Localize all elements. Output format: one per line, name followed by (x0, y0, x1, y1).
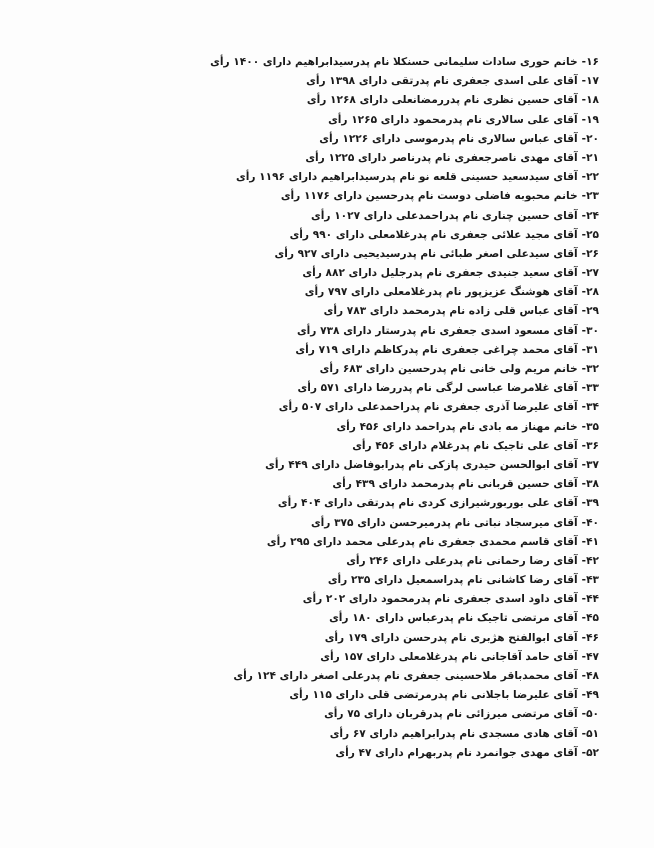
item-number: ۴۴- (581, 593, 599, 606)
item-number: ۳۵- (581, 420, 599, 433)
item-number: ۳۹- (581, 497, 599, 510)
item-text: خانم حوری سادات سلیمانی حسنکلا نام پدرسیدابراهیم دارای ۱۴۰۰ رأی (210, 56, 578, 68)
list-item (199, 494, 599, 513)
list-item (199, 111, 599, 130)
list-item (199, 418, 599, 437)
item-number: ۴۹- (581, 689, 599, 702)
list-item (199, 360, 599, 379)
item-text: آقای میرسجاد نباتی نام پدرمیرحسن دارای ۳۷۵ رأی (310, 516, 578, 529)
list-item (199, 725, 599, 744)
item-text: آقای مهدی جوانمرد نام پدربهرام دارای ۴۷ رأی (335, 746, 578, 759)
item-text: آقای هوشنگ عزیزپور نام پدرغلامعلی دارای ۷۹۷ رأی (304, 286, 578, 299)
list-item (199, 207, 599, 226)
item-text: آقای رضا رحمانی نام پدرعلی دارای ۲۴۶ رأی (346, 554, 578, 567)
item-text: آقای مجید علائی جعفری نام پدرغلامعلی دارای ۹۹۰ رأی (289, 228, 578, 241)
item-number: ۲۰- (581, 132, 599, 145)
list-item (199, 245, 599, 264)
list-item (199, 667, 599, 686)
item-number: ۱۹- (581, 113, 599, 126)
item-text: آقای محمد چراغی جعفری نام پدرکاظم دارای ۷۱۹ رأی (295, 343, 578, 356)
item-number: ۴۱- (581, 535, 599, 548)
item-text: آقای مرتضی میرزائی نام پدرقربان دارای ۷۵ رأی (324, 708, 578, 721)
list-item (199, 744, 599, 763)
item-number: ۲۵- (581, 228, 599, 241)
item-text: آقای سعید جنیدی جعفری نام پدرجلیل دارای ۸۸۲ رأی (302, 267, 578, 280)
list-item (199, 475, 599, 494)
item-text: آقای غلامرضا عباسی لرگی نام پدررضا دارای ۵۷۱ رأی (297, 382, 578, 395)
item-number: ۴۳- (581, 574, 599, 587)
item-number: ۳۸- (581, 478, 599, 491)
item-number: ۵۰- (581, 708, 599, 721)
item-text: آقای مهدی ناصرجعفری نام پدرناصر دارای ۱۲۲۵ رأی (305, 151, 578, 164)
item-number: ۳۶- (581, 439, 599, 452)
item-number: ۱۷- (581, 75, 599, 88)
list-item (199, 283, 599, 302)
item-text: خانم محبوبه فاضلی دوست نام پدرحسین دارای ۱۱۷۶ رأی (280, 190, 578, 203)
item-text: آقای مسعود اسدی جعفری نام پدرستار دارای ۷۳۸ رأی (296, 324, 578, 337)
list-item (199, 130, 599, 149)
item-text: آقای علی سالاری نام پدرمحمود دارای ۱۲۶۵ رأی (328, 113, 578, 126)
list-item (199, 91, 599, 110)
item-text: آقای قاسم محمدی جعفری نام پدرعلی محمد دارای ۲۹۵ رأی (266, 535, 578, 548)
item-number: ۴۶- (581, 631, 599, 644)
list-item (199, 552, 599, 571)
item-number: ۳۰- (581, 324, 599, 337)
list-item (199, 398, 599, 417)
item-number: ۴۲- (581, 554, 599, 567)
item-text: آقای سیدعلی اصغر طبائی نام پدرسیدیحیی دارای ۹۲۷ رأی (274, 247, 578, 260)
item-text: آقای حامد آقاجانی نام پدرغلامعلی دارای ۱۵۷ رأی (320, 650, 578, 663)
list-item (199, 264, 599, 283)
item-number: ۲۷- (581, 267, 599, 280)
item-number: ۳۳- (581, 382, 599, 395)
item-number: ۳۴- (581, 401, 599, 414)
list-item (199, 705, 599, 724)
list-item (199, 686, 599, 705)
item-text: خانم مریم ولی خانی نام پدرحسین دارای ۶۸۳ رأی (319, 363, 578, 375)
item-number: ۲۹- (581, 305, 599, 318)
list-item (199, 437, 599, 456)
item-number: ۲۱- (581, 151, 599, 164)
item-text: آقای مرتضی تاجیک نام پدرعباس دارای ۱۸۰ رأی (329, 612, 578, 625)
item-text: آقای ابوالفتح هژبری نام پدرحسن دارای ۱۷۹ رأی (324, 631, 578, 644)
item-number: ۴۵- (581, 612, 599, 625)
list-item (199, 571, 599, 590)
item-number: ۳۱- (581, 343, 599, 356)
list-item (199, 226, 599, 245)
item-number: ۴۸- (581, 670, 599, 682)
list-item (199, 53, 599, 72)
list-item (199, 149, 599, 168)
item-number: ۱۸- (581, 94, 599, 107)
item-text: آقای محمدباقر ملاحسینی جعفری نام پدرعلی اصغر دارای ۱۲۴ رأی (233, 670, 578, 682)
item-text: آقای حسین قربانی نام پدرمحمد دارای ۴۳۹ رأی (332, 478, 578, 491)
item-number: ۲۶- (581, 247, 599, 260)
item-text: آقای هادی مسجدی نام پدرابراهیم دارای ۶۷ رأی (329, 727, 578, 740)
item-number: ۳۷- (581, 458, 599, 471)
item-number: ۱۶- (581, 56, 599, 68)
item-number: ۲۴- (581, 209, 599, 222)
list-item (199, 322, 599, 341)
candidate-list (199, 53, 599, 763)
item-text: آقای رضا کاشانی نام پدراسمعیل دارای ۲۳۵ رأی (327, 574, 578, 587)
item-number: ۳۲- (581, 363, 599, 375)
item-number: ۴۷- (581, 650, 599, 663)
list-item (199, 609, 599, 628)
item-text: آقای حسین چناری نام پدراحمدعلی دارای ۱۰۲۷ رأی (311, 209, 578, 222)
list-item (199, 379, 599, 398)
item-text: خانم مهناز مه بادی نام پدراحمد دارای ۴۵۶ رأی (336, 420, 578, 433)
item-text: آقای عباس قلی زاده نام پدرمحمد دارای ۷۸۳ رأی (323, 305, 578, 318)
item-text: آقای علیرضا باجلانی نام پدرمرتضی قلی دارای ۱۱۵ رأی (289, 689, 578, 702)
list-item (199, 341, 599, 360)
list-item (199, 648, 599, 667)
list-item (199, 187, 599, 206)
item-text: آقای ابوالحسن حیدری پازکی نام پدرابوفاضل دارای ۴۴۹ رأی (265, 458, 578, 471)
item-number: ۲۲- (581, 171, 599, 184)
list-item (199, 168, 599, 187)
item-text: آقای داود اسدی جعفری نام پدرمحمود دارای ۲۰۲ رأی (302, 593, 578, 606)
item-text: آقای حسین نظری نام پدررمضانعلی دارای ۱۲۶۸ رأی (306, 94, 578, 107)
item-text: آقای عباس سالاری نام پدرموسی دارای ۱۲۲۶ رأی (319, 132, 578, 145)
item-text: آقای علی اسدی جعفری نام پدرتقی دارای ۱۳۹۸ رأی (306, 75, 578, 88)
list-item (199, 514, 599, 533)
item-number: ۲۳- (581, 190, 599, 203)
list-item (199, 533, 599, 552)
item-number: ۲۸- (581, 286, 599, 299)
item-text: آقای علی بوربورشیرازی کردی نام پدرتقی دارای ۴۰۴ رأی (277, 497, 578, 510)
list-item (199, 590, 599, 609)
list-item (199, 629, 599, 648)
item-text: آقای سیدسعید حسینی قلعه نو نام پدرسیدابراهیم دارای ۱۱۹۶ رأی (236, 171, 578, 184)
list-item (199, 302, 599, 321)
list-item (199, 456, 599, 475)
item-text: آقای علی تاجیک نام پدرغلام دارای ۴۵۶ رأی (352, 439, 578, 452)
item-number: ۴۰- (581, 516, 599, 529)
item-number: ۵۱- (581, 727, 599, 740)
item-text: آقای علیرضا آذری جعفری نام پدراحمدعلی دارای ۵۰۷ رأی (278, 401, 578, 414)
list-item (199, 72, 599, 91)
item-number: ۵۲- (581, 746, 599, 759)
